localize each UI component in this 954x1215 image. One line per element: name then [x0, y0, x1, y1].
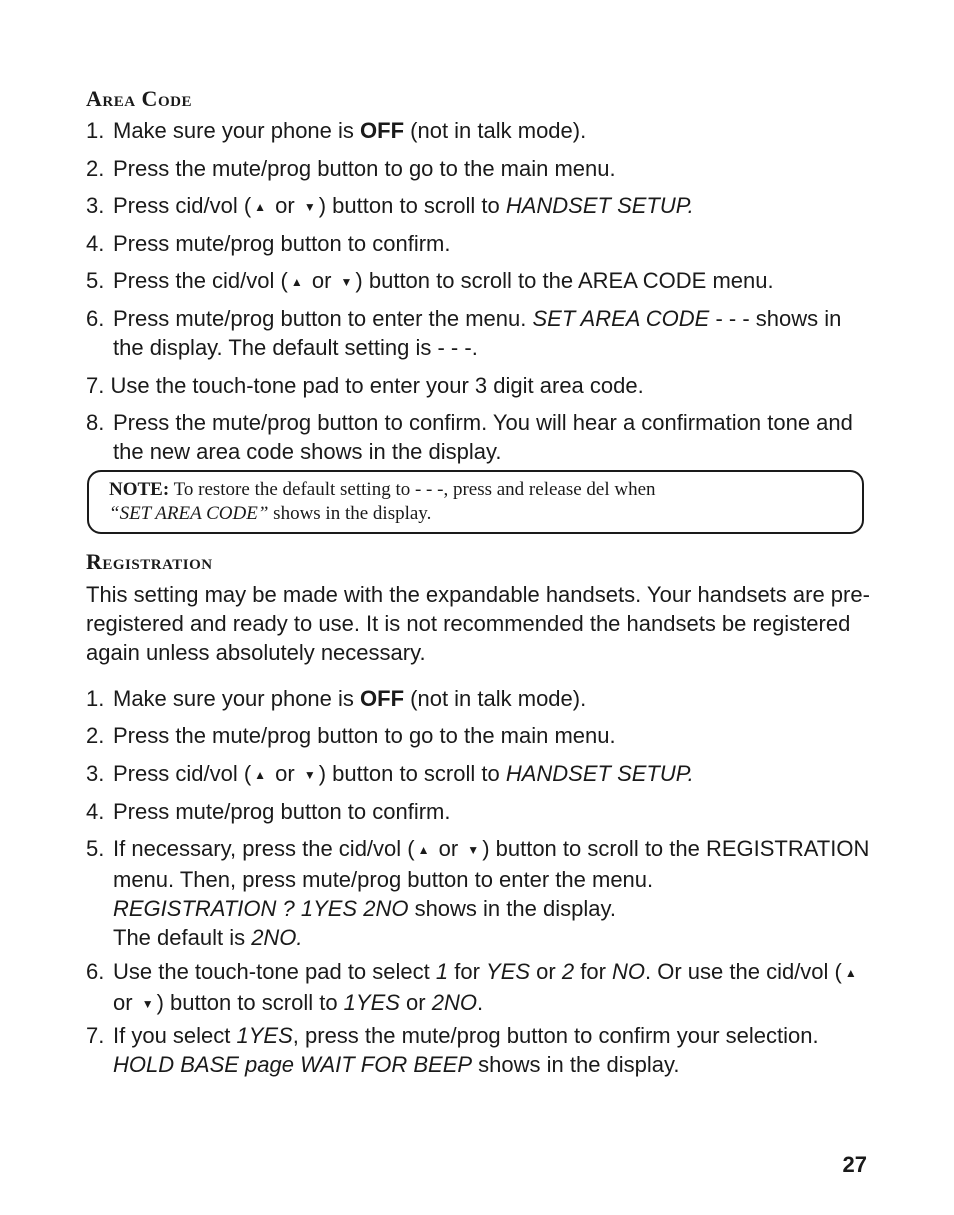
- up-arrow-icon: ▲: [254, 200, 267, 214]
- area-step-3: 3. Press cid/vol ( ▲ or ▼ ) button to scroll to HANDSET SETUP.: [86, 193, 694, 218]
- down-arrow-icon: ▼: [340, 275, 353, 289]
- down-arrow-icon: ▼: [303, 200, 316, 214]
- area-step-4: 4. Press mute/prog button to confirm.: [86, 231, 451, 256]
- reg-step-4: 4. Press mute/prog button to confirm.: [86, 799, 451, 824]
- area-step-8: 8. Press the mute/prog button to confirm. You will hear a confirmation tone and the new area code shows in the display.: [86, 410, 853, 464]
- down-arrow-icon: ▼: [303, 768, 316, 782]
- page-number: 27: [842, 1152, 867, 1177]
- up-arrow-icon: ▲: [417, 843, 430, 857]
- registration-heading: Registration: [86, 549, 213, 574]
- down-arrow-icon: ▼: [467, 843, 480, 857]
- note-label: NOTE:: [109, 479, 170, 500]
- up-arrow-icon: ▲: [290, 275, 303, 289]
- up-arrow-icon: ▲: [844, 966, 857, 980]
- reg-step-6: 6. Use the touch-tone pad to select 1 for YES or 2 for NO. Or use the cid/vol ( ▲ or ▼ ) button to scroll to 1YES or 2NO.: [86, 957, 876, 1019]
- reg-step-3: 3. Press cid/vol ( ▲ or ▼ ) button to scroll to HANDSET SETUP.: [86, 761, 694, 786]
- area-step-2: 2. Press the mute/prog button to go to the main menu.: [86, 156, 616, 181]
- down-arrow-icon: ▼: [141, 997, 154, 1011]
- area-step-7: 7. Use the touch-tone pad to enter your 3 digit area code.: [86, 373, 644, 398]
- reg-step-5: 5. If necessary, press the cid/vol ( ▲ or ▼ ) button to scroll to the REGISTRATION menu. Then, press mute/prog button to enter the menu. REGISTRATION ? 1YES 2NO shows in the display. The default is 2NO.: [86, 836, 870, 950]
- area-step-5: 5. Press the cid/vol ( ▲ or ▼ ) button to scroll to the AREA CODE menu.: [86, 268, 774, 293]
- area-step-6: 6. Press mute/prog button to enter the menu. SET AREA CODE - - - shows in the display. The default setting is - - -.: [86, 306, 842, 360]
- reg-step-1: 1. Make sure your phone is OFF (not in talk mode).: [86, 686, 587, 711]
- reg-step-7: 7. If you select 1YES, press the mute/prog button to confirm your selection. HOLD BASE page WAIT FOR BEEP shows in the display.: [86, 1023, 819, 1077]
- note-box: NOTE: To restore the default setting to - - -, press and release del when “SET AREA CODE” shows in the display.: [87, 470, 864, 534]
- area-code-heading: Area Code: [86, 86, 192, 111]
- up-arrow-icon: ▲: [254, 768, 267, 782]
- area-step-1: 1. Make sure your phone is OFF (not in talk mode).: [86, 118, 587, 143]
- reg-step-2: 2. Press the mute/prog button to go to the main menu.: [86, 723, 616, 748]
- registration-intro: This setting may be made with the expandable handsets. Your handsets are pre-registered and ready to use. It is not recommended the handsets be registered again unless absolutely necessary.: [86, 582, 870, 665]
